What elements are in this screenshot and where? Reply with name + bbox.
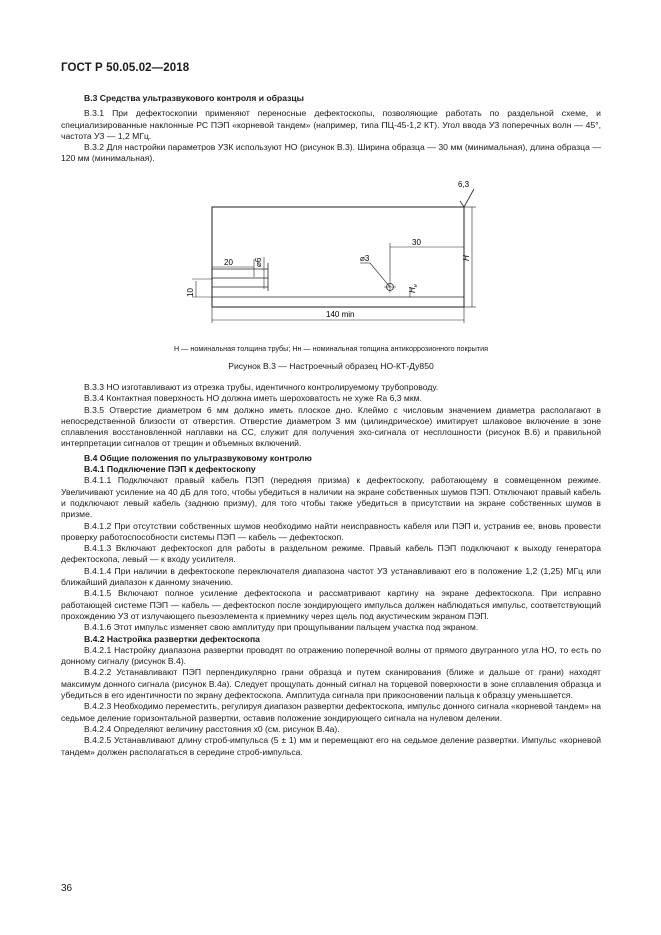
paragraph: В.4.2.3 Необходимо переместить, регулируя диапазон развертки дефектоскопа, импульс донного сигнала «корневой тандем» на седьмое деление горизонтальной развертки, оставив положение зондирующего сигнала на нулевом делении. (61, 701, 601, 723)
dim-d6-label: ⌀6 (254, 257, 263, 267)
section-b3-cont-text (61, 382, 601, 758)
page-number: 36 (61, 883, 73, 894)
paragraph: В.4.1.2 При отсутствии собственных шумов необходимо найти неисправность кабеля или ПЭП и, устранив ее, вновь провести проверку работоспособности системы ПЭП — кабель — дефектоскоп. (61, 520, 601, 542)
paragraph: В.4.1.6 Этот импульс изменяет свою амплитуду при прощупывании пальцем участка под экраном. (84, 622, 479, 633)
figure-caption: Рисунок В.3 — Настроечный образец НО-КТ-Ду850 (228, 361, 434, 371)
paragraph: В.3.4 Контактная поверхность НО должна иметь шероховатость не хуже Ra 6,3 мкм. (84, 393, 422, 404)
paragraph: В.3.3 НО изготавливают из отрезка трубы, идентичного контролируемому трубопроводу. (84, 382, 439, 392)
section-heading: В.3 Средства ультразвукового контроля и образцы (84, 93, 304, 103)
section-heading: В.4 Общие положения по ультразвуковому контролю (84, 452, 312, 463)
paragraph: В.4.2.1 Настройку диапазона развертки проводят по отражению поперечной волны от прямого двугранного угла НО, то есть по донному сигналу (рисунок В.4). (61, 644, 601, 667)
paragraph: В.4.2.5 Устанавливают длину строб-импульса (5 ± 1) мм и перемещают его на седьмое деление развертки. Импульс «корневой тандем» должен располагаться в середине строб-импульса. (61, 735, 601, 757)
dim-d3-label: ⌀3 (360, 254, 370, 263)
paragraph: В.4.1.1 Подключают правый кабель ПЭП (передняя призма) к дефектоскопу, работающему в совмещенном режиме. Увеличивают усиление на 40 дБ для того, чтобы убедиться в наличии на экране собственных шумов ПЭП. Отключают правый кабель и подключают левый кабель (заднюю призму), для того чтобы также убедиться в присутствии на экране собственных шумов в призме. (61, 475, 601, 520)
dim-10-label: 10 (186, 288, 195, 297)
figure-reference-sample (140, 177, 480, 325)
paragraph: В.4.1.4 При наличии в дефектоскопе переключателя диапазона частот УЗ устанавливают его в положение 1,2 (1,25) МГц или ближайший диапазон к данному значению. (61, 565, 601, 588)
roughness-symbol (460, 189, 474, 207)
subsection-heading: В.4.2 Настройка развертки дефектоскопа (84, 633, 260, 644)
page-header: ГОСТ Р 50.05.02—2018 (61, 62, 190, 74)
figure-drawing (140, 177, 480, 325)
dim-h-label: H (462, 255, 471, 261)
dim-30-label: 30 (412, 238, 421, 247)
paragraph: В.4.2.4 Определяют величину расстояния x0 (см. рисунок В.4а). (84, 723, 340, 734)
paragraph: В.4.2.2 Устанавливают ПЭП перпендикулярно грани образца и путем сканирования (ближе и дальше от грани) находят максимум донного сигнала (рисунок В.4а). Следует прощупать донный сигнал на торцевой поверхности в зоне сплавления образца и убедиться в его идентичности по экрану дефектоскопа. Амплитуда сигнала при прикосновении пальца к образцу уменьшается. (61, 667, 601, 701)
sample-outline (212, 207, 464, 307)
subsection-heading: В.4.1 Подключение ПЭП к дефектоскопу (84, 464, 256, 475)
paragraph: В.3.1 При дефектоскопии применяют переносные дефектоскопы, позволяющие работать по раздельной схеме, и специализированные наклонные РС ПЭП «корневой тандем» (например, типа ПЦ-45-1,2 КТ). Угол ввода УЗ поперечных волн — 45°, частота УЗ — 1,2 МГц. (61, 108, 601, 141)
paragraph: В.4.1.3 Включают дефектоскоп для работы в раздельном режиме. Правый кабель ПЭП подключают к выходу генератора дефектоскопа, левый — к входу усилителя. (61, 543, 601, 565)
paragraph: В.3.2 Для настройки параметров УЗК используют НО (рисунок В.3). Ширина образца — 30 мм (минимальная), длина образца — 120 мм (минимальная). (61, 142, 601, 164)
dim-hn-label: $H_н$ (408, 284, 419, 293)
dim-20-label: 20 (224, 258, 233, 267)
paragraph: В.3.5 Отверстие диаметром 6 мм должно иметь плоское дно. Клеймо с числовым значением диаметра располагают в непосредственной близости от отверстия. Отверстие диаметром 3 мм (цилиндрическое) имитирует шлаковое включение в зоне сплавления восстановленной наплавки на СС, служит для получения эхо-сигнала от несплошности (рисунок В.6) и правильной интерпретации сигналов от трещин и объемных включений. (61, 404, 601, 449)
dim-140-label: 140 min (326, 310, 355, 319)
paragraph: В.4.1.5 Включают полное усиление дефектоскопа и рассматривают картину на экране дефектоскопа. При исправно работающей системе ПЭП — кабель — дефектоскоп после зондирующего импульса должен наблюдаться импульс, соответствующий прохождению УЗ от излучающего пьезоэлемента к приемнику через щель под акустическим экраном ПЭП. (61, 588, 601, 621)
roughness-label: 6,3 (458, 180, 470, 189)
figure-legend: H — номинальная толщина трубы; Hн — номинальная толщина антикоррозионного покрытия (173, 344, 489, 353)
section-b3-text (61, 93, 601, 165)
